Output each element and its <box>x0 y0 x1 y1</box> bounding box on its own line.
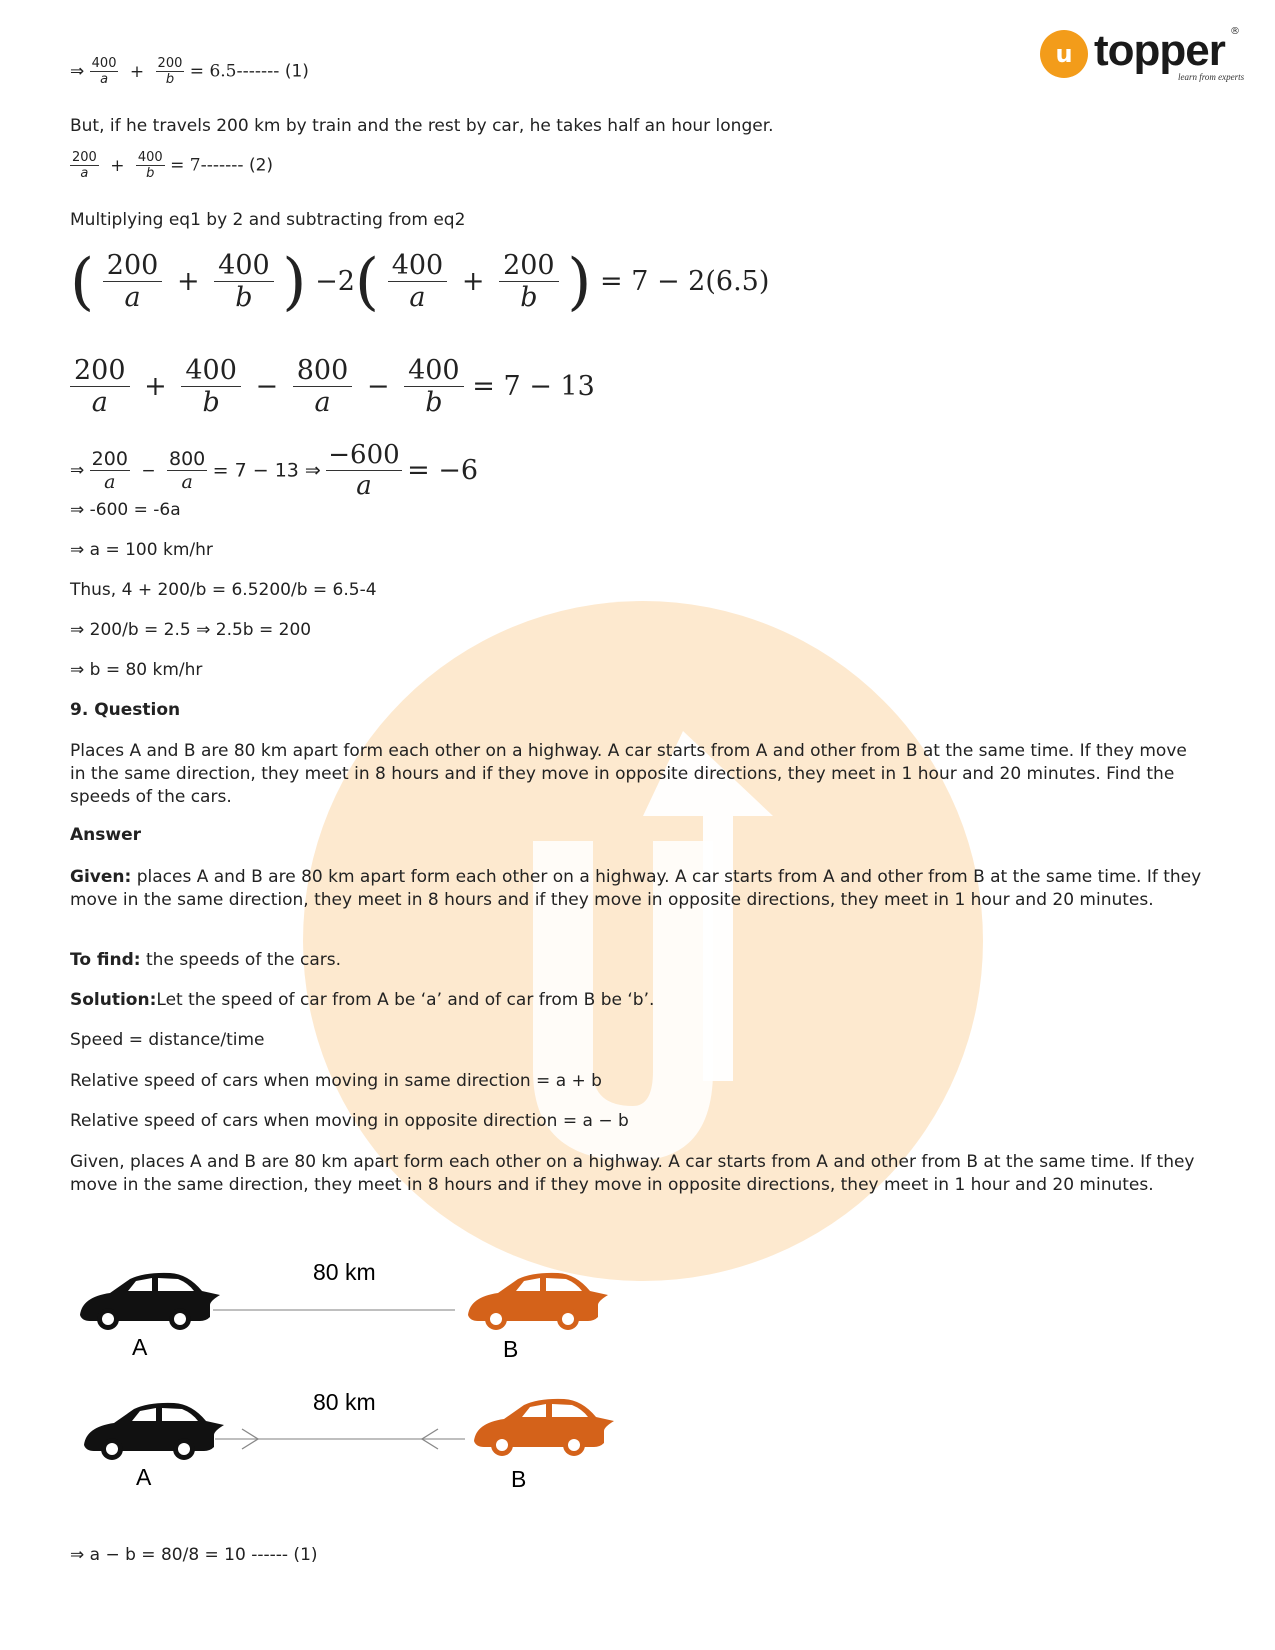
car-a-icon <box>84 1403 224 1460</box>
step-line: Thus, 4 + 200/b = 6.5200/b = 6.5-4 <box>70 580 377 600</box>
relative-speed-same: Relative speed of cars when moving in same direction = a + b <box>70 1071 602 1091</box>
diagram-opposite-direction <box>70 1385 630 1495</box>
brand-name: topper <box>1094 26 1225 75</box>
car-b-icon <box>474 1399 614 1456</box>
text-line: Multiplying eq1 by 2 and subtracting from eq2 <box>70 210 466 230</box>
equation-big-1: ( $\frac{200}{a}$ + $\frac{400}{b}$ ) −2( $\frac{400}{a}$ + $\frac{200}{b}$ ) = 7 − 2(6.5) <box>70 244 770 318</box>
step-line: ⇒ b = 80 km/hr <box>70 660 203 680</box>
brand-logo <box>1040 26 1245 90</box>
relative-speed-opposite: Relative speed of cars when moving in opposite direction = a − b <box>70 1111 629 1131</box>
brand-tagline: learn from experts <box>1178 72 1245 82</box>
label-b: B <box>511 1465 527 1492</box>
label-a: A <box>132 1333 148 1360</box>
to-find-line: To find: the speeds of the cars. <box>70 950 342 970</box>
label-a: A <box>136 1463 152 1490</box>
equation-2: $\frac{200}{a}$ + $\frac{400}{b}$ = 7------- (2) <box>72 150 274 181</box>
answer-heading: Answer <box>70 825 141 845</box>
question-text: Places A and B are 80 km apart form each other on a highway. A car starts from A and other from B at the same time. If they move in the same direction, they meet in 8 hours and if they move in opposite directions, they meet in 1 hour and 20 minutes. Find the speeds of the cars. <box>70 741 1187 807</box>
given-paragraph: Given: places A and B are 80 km apart form each other on a highway. A car starts from A and other from B at the same time. If they move in the same direction, they meet in 8 hours and if they move in opposite directions, they meet in 1 hour and 20 minutes. <box>70 867 1202 910</box>
diagram-same-direction <box>70 1255 630 1365</box>
brand-mark-icon: u <box>1040 30 1088 78</box>
solution-line: Solution:Let the speed of car from A be ‘a’ and of car from B be ‘b’. <box>70 990 655 1010</box>
car-b-icon <box>468 1273 608 1330</box>
text-line: But, if he travels 200 km by train and the rest by car, he takes half an hour longer. <box>70 116 774 136</box>
step-line: ⇒ 200/b = 2.5 ⇒ 2.5b = 200 <box>70 620 312 640</box>
step-line: ⇒ -600 = -6a <box>70 500 181 520</box>
final-equation: ⇒ a − b = 80/8 = 10 ------ (1) <box>70 1545 318 1565</box>
car-a-icon <box>80 1273 220 1330</box>
equation-big-3: ⇒ $\frac{200}{a}$ − $\frac{800}{a}$ = 7 − 13 ⇒ $\frac{-600}{a}$ = −6 <box>70 440 479 501</box>
registered-mark: ® <box>1230 26 1240 37</box>
equation-big-2: $\frac{200}{a}$ + $\frac{400}{b}$ − $\frac{800}{a}$ − $\frac{400}{b}$ = 7 − 13 <box>70 355 595 418</box>
given-again-paragraph: Given, places A and B are 80 km apart form each other on a highway. A car starts from A and other from B at the same time. If they move in the same direction, they meet in 8 hours and if they move in opposite directions, they meet in 1 hour and 20 minutes. <box>70 1152 1195 1195</box>
step-line: ⇒ a = 100 km/hr <box>70 540 213 560</box>
question-heading: 9. Question <box>70 700 181 720</box>
speed-formula: Speed = distance/time <box>70 1030 265 1050</box>
distance-label: 80 km <box>313 1388 376 1415</box>
distance-label: 80 km <box>313 1258 376 1285</box>
equation-1: ⇒ $\frac{400}{a}$ + $\frac{200}{b}$ = 6.5------- (1) <box>70 56 309 87</box>
label-b: B <box>503 1335 519 1362</box>
